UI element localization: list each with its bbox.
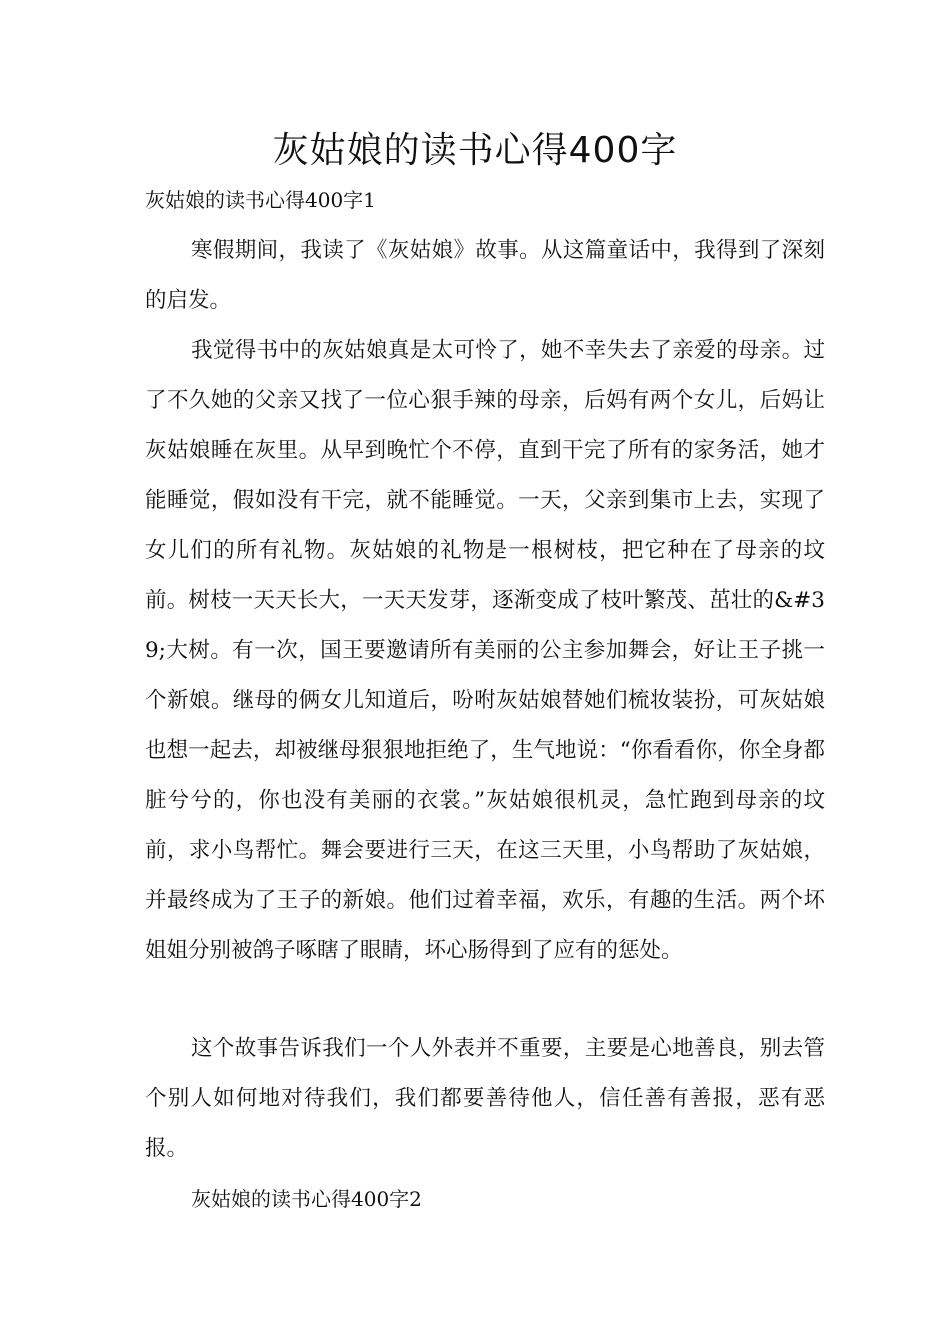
document-title: 灰姑娘的读书心得400字 [272, 130, 678, 171]
section-heading-1: 灰姑娘的读书心得400字1 [145, 188, 376, 212]
paragraph-2: 我觉得书中的灰姑娘真是太可怜了，她不幸失去了亲爱的母亲。过了不久她的父亲又找了一位心狠手辣的母亲，后妈有两个女儿，后妈让灰姑娘睡在灰里。从早到晚忙个不停，直到干完了所有的家务活，她才能睡觉，假如没有干完，就不能睡觉。一天，父亲到集市上去，实现了女儿们的所有礼物。灰姑娘的礼物是一根树枝，把它种在了母亲的坟前。树枝一天天长大，一天天发芽，逐渐变成了枝叶繁茂、茁壮的&#39;大树。有一次，国王要邀请所有美丽的公主参加舞会，好让王子挑一个新娘。继母的俩女儿知道后，吩咐灰姑娘替她们梳妆装扮，可灰姑娘也想一起去，却被继母狠狠地拒绝了，生气地说：“你看看你，你全身都脏兮兮的，你也没有美丽的衣裳。”灰姑娘很机灵，急忙跑到母亲的坟前，求小鸟帮忙。舞会要进行三天，在这三天里，小鸟帮助了灰姑娘，并最终成为了王子的新娘。他们过着幸福，欢乐，有趣的生活。两个坏姐姐分别被鸽子啄瞎了眼睛，坏心肠得到了应有的惩处。 [145, 338, 825, 963]
section-heading-2: 灰姑娘的读书心得400字2 [191, 1187, 422, 1211]
paragraph-1: 寒假期间，我读了《灰姑娘》故事。从这篇童话中，我得到了深刻的启发。 [145, 238, 825, 313]
paragraph-3: 这个故事告诉我们一个人外表并不重要，主要是心地善良，别去管个别人如何地对待我们，我们都要善待他人，信任善有善报，恶有恶报。 [145, 1036, 825, 1161]
